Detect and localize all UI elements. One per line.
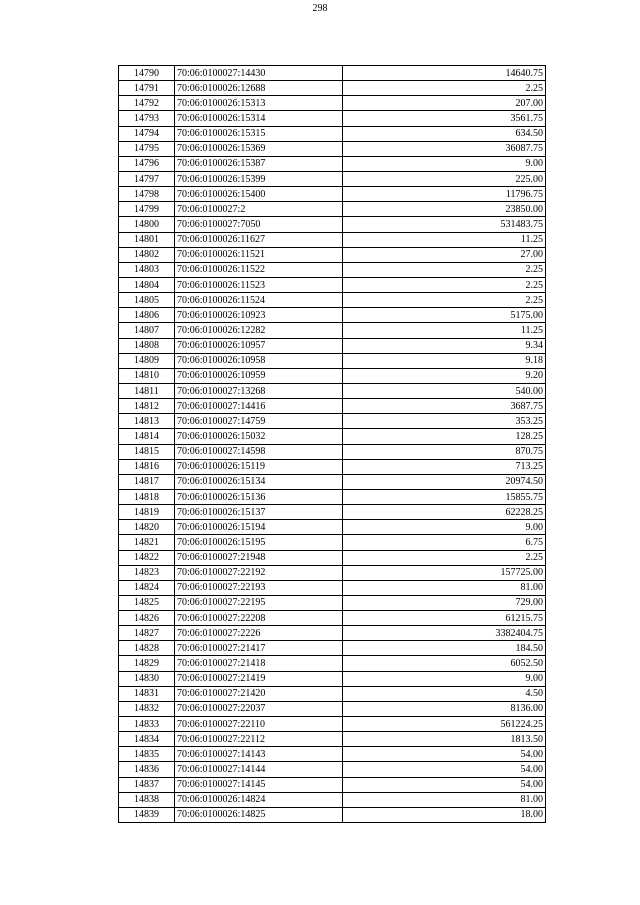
table-row (119, 626, 546, 641)
value-cell: 353.25 (343, 414, 546, 429)
value-cell: 9.20 (343, 368, 546, 383)
table-row (119, 171, 546, 186)
row-number-cell: 14828 (119, 641, 175, 656)
table-row (119, 141, 546, 156)
cadastral-number-cell: 70:06:0100026:14824 (175, 792, 343, 807)
value-cell: 11.25 (343, 232, 546, 247)
data-table (118, 65, 546, 823)
cadastral-number-cell: 70:06:0100026:11523 (175, 277, 343, 292)
value-cell: 729.00 (343, 595, 546, 610)
cadastral-number-cell: 70:06:0100027:14759 (175, 414, 343, 429)
row-number-cell: 14819 (119, 505, 175, 520)
value-cell: 9.00 (343, 671, 546, 686)
cadastral-number-cell: 70:06:0100026:10958 (175, 353, 343, 368)
table-row (119, 217, 546, 232)
row-number-cell: 14803 (119, 262, 175, 277)
cadastral-number-cell: 70:06:0100026:15314 (175, 111, 343, 126)
row-number-cell: 14811 (119, 383, 175, 398)
table-row (119, 732, 546, 747)
table-row (119, 641, 546, 656)
table-row (119, 414, 546, 429)
table-row (119, 717, 546, 732)
value-cell: 54.00 (343, 777, 546, 792)
table-row (119, 383, 546, 398)
table-row (119, 474, 546, 489)
row-number-cell: 14817 (119, 474, 175, 489)
row-number-cell: 14805 (119, 293, 175, 308)
table-row (119, 595, 546, 610)
row-number-cell: 14815 (119, 444, 175, 459)
table-row (119, 550, 546, 565)
value-cell: 9.34 (343, 338, 546, 353)
cadastral-number-cell: 70:06:0100026:15313 (175, 96, 343, 111)
cadastral-number-cell: 70:06:0100026:11524 (175, 293, 343, 308)
table-row (119, 247, 546, 262)
value-cell: 207.00 (343, 96, 546, 111)
row-number-cell: 14825 (119, 595, 175, 610)
row-number-cell: 14816 (119, 459, 175, 474)
table-row (119, 489, 546, 504)
value-cell: 2.25 (343, 277, 546, 292)
cadastral-number-cell: 70:06:0100027:22112 (175, 732, 343, 747)
cadastral-number-cell: 70:06:0100026:10957 (175, 338, 343, 353)
cadastral-number-cell: 70:06:0100026:15032 (175, 429, 343, 444)
table-row (119, 81, 546, 96)
value-cell: 3382404.75 (343, 626, 546, 641)
row-number-cell: 14797 (119, 171, 175, 186)
row-number-cell: 14806 (119, 308, 175, 323)
cadastral-number-cell: 70:06:0100027:22110 (175, 717, 343, 732)
table-row (119, 686, 546, 701)
value-cell: 18.00 (343, 807, 546, 822)
table-row (119, 792, 546, 807)
row-number-cell: 14824 (119, 580, 175, 595)
value-cell: 61215.75 (343, 611, 546, 626)
table-row (119, 156, 546, 171)
row-number-cell: 14793 (119, 111, 175, 126)
table-row (119, 505, 546, 520)
value-cell: 561224.25 (343, 717, 546, 732)
cadastral-number-cell: 70:06:0100027:14145 (175, 777, 343, 792)
cadastral-number-cell: 70:06:0100026:15137 (175, 505, 343, 520)
row-number-cell: 14808 (119, 338, 175, 353)
row-number-cell: 14834 (119, 732, 175, 747)
cadastral-number-cell: 70:06:0100027:2 (175, 202, 343, 217)
table-row (119, 96, 546, 111)
value-cell: 128.25 (343, 429, 546, 444)
row-number-cell: 14818 (119, 489, 175, 504)
value-cell: 62228.25 (343, 505, 546, 520)
cadastral-number-cell: 70:06:0100026:11521 (175, 247, 343, 262)
table-row (119, 232, 546, 247)
table-row (119, 535, 546, 550)
row-number-cell: 14801 (119, 232, 175, 247)
cadastral-number-cell: 70:06:0100027:22195 (175, 595, 343, 610)
value-cell: 9.00 (343, 156, 546, 171)
row-number-cell: 14796 (119, 156, 175, 171)
row-number-cell: 14822 (119, 550, 175, 565)
cadastral-number-cell: 70:06:0100027:21418 (175, 656, 343, 671)
row-number-cell: 14812 (119, 399, 175, 414)
table-row (119, 747, 546, 762)
row-number-cell: 14820 (119, 520, 175, 535)
page-number: 298 (312, 3, 328, 14)
table-row (119, 671, 546, 686)
table-row (119, 777, 546, 792)
table-row (119, 444, 546, 459)
cadastral-number-cell: 70:06:0100027:21948 (175, 550, 343, 565)
table-row (119, 126, 546, 141)
value-cell: 9.18 (343, 353, 546, 368)
row-number-cell: 14833 (119, 717, 175, 732)
cadastral-number-cell: 70:06:0100027:21419 (175, 671, 343, 686)
row-number-cell: 14831 (119, 686, 175, 701)
table-row (119, 353, 546, 368)
cadastral-number-cell: 70:06:0100027:14416 (175, 399, 343, 414)
value-cell: 3687.75 (343, 399, 546, 414)
value-cell: 54.00 (343, 762, 546, 777)
value-cell: 23850.00 (343, 202, 546, 217)
row-number-cell: 14837 (119, 777, 175, 792)
value-cell: 11796.75 (343, 187, 546, 202)
table-row (119, 520, 546, 535)
value-cell: 540.00 (343, 383, 546, 398)
value-cell: 54.00 (343, 747, 546, 762)
value-cell: 713.25 (343, 459, 546, 474)
cadastral-number-cell: 70:06:0100026:15400 (175, 187, 343, 202)
cadastral-number-cell: 70:06:0100027:2226 (175, 626, 343, 641)
value-cell: 870.75 (343, 444, 546, 459)
value-cell: 8136.00 (343, 701, 546, 716)
value-cell: 36087.75 (343, 141, 546, 156)
value-cell: 531483.75 (343, 217, 546, 232)
row-number-cell: 14814 (119, 429, 175, 444)
value-cell: 20974.50 (343, 474, 546, 489)
table-row (119, 187, 546, 202)
cadastral-number-cell: 70:06:0100026:15194 (175, 520, 343, 535)
cadastral-number-cell: 70:06:0100026:15134 (175, 474, 343, 489)
row-number-cell: 14804 (119, 277, 175, 292)
cadastral-number-cell: 70:06:0100026:15119 (175, 459, 343, 474)
cadastral-number-cell: 70:06:0100026:11522 (175, 262, 343, 277)
row-number-cell: 14802 (119, 247, 175, 262)
cadastral-number-cell: 70:06:0100027:22208 (175, 611, 343, 626)
row-number-cell: 14798 (119, 187, 175, 202)
cadastral-number-cell: 70:06:0100027:14143 (175, 747, 343, 762)
table-row (119, 277, 546, 292)
row-number-cell: 14829 (119, 656, 175, 671)
cadastral-number-cell: 70:06:0100027:14430 (175, 66, 343, 81)
row-number-cell: 14839 (119, 807, 175, 822)
row-number-cell: 14795 (119, 141, 175, 156)
cadastral-number-cell: 70:06:0100027:21417 (175, 641, 343, 656)
value-cell: 2.25 (343, 293, 546, 308)
row-number-cell: 14792 (119, 96, 175, 111)
value-cell: 2.25 (343, 262, 546, 277)
table-row (119, 323, 546, 338)
table-row (119, 202, 546, 217)
row-number-cell: 14836 (119, 762, 175, 777)
cadastral-number-cell: 70:06:0100026:15387 (175, 156, 343, 171)
table-row (119, 429, 546, 444)
table-row (119, 459, 546, 474)
cadastral-number-cell: 70:06:0100027:22037 (175, 701, 343, 716)
cadastral-number-cell: 70:06:0100027:14598 (175, 444, 343, 459)
value-cell: 6.75 (343, 535, 546, 550)
row-number-cell: 14835 (119, 747, 175, 762)
row-number-cell: 14809 (119, 353, 175, 368)
row-number-cell: 14807 (119, 323, 175, 338)
row-number-cell: 14823 (119, 565, 175, 580)
value-cell: 81.00 (343, 792, 546, 807)
cadastral-number-cell: 70:06:0100027:13268 (175, 383, 343, 398)
cadastral-number-cell: 70:06:0100027:22192 (175, 565, 343, 580)
row-number-cell: 14826 (119, 611, 175, 626)
cadastral-number-cell: 70:06:0100026:15136 (175, 489, 343, 504)
cadastral-number-cell: 70:06:0100026:15369 (175, 141, 343, 156)
value-cell: 81.00 (343, 580, 546, 595)
value-cell: 3561.75 (343, 111, 546, 126)
cadastral-number-cell: 70:06:0100026:12688 (175, 81, 343, 96)
value-cell: 5175.00 (343, 308, 546, 323)
table-row (119, 580, 546, 595)
cadastral-number-cell: 70:06:0100026:14825 (175, 807, 343, 822)
value-cell: 9.00 (343, 520, 546, 535)
value-cell: 184.50 (343, 641, 546, 656)
value-cell: 6052.50 (343, 656, 546, 671)
row-number-cell: 14799 (119, 202, 175, 217)
value-cell: 11.25 (343, 323, 546, 338)
cadastral-number-cell: 70:06:0100027:21420 (175, 686, 343, 701)
value-cell: 14640.75 (343, 66, 546, 81)
table-row (119, 701, 546, 716)
table-row (119, 308, 546, 323)
cadastral-number-cell: 70:06:0100026:15399 (175, 171, 343, 186)
table-row (119, 399, 546, 414)
cadastral-number-cell: 70:06:0100026:15195 (175, 535, 343, 550)
table-row (119, 338, 546, 353)
table-row (119, 293, 546, 308)
table-row (119, 762, 546, 777)
row-number-cell: 14810 (119, 368, 175, 383)
value-cell: 27.00 (343, 247, 546, 262)
cadastral-number-cell: 70:06:0100026:15315 (175, 126, 343, 141)
row-number-cell: 14830 (119, 671, 175, 686)
cadastral-number-cell: 70:06:0100027:14144 (175, 762, 343, 777)
cadastral-number-cell: 70:06:0100027:7050 (175, 217, 343, 232)
cadastral-number-cell: 70:06:0100026:11627 (175, 232, 343, 247)
value-cell: 634.50 (343, 126, 546, 141)
table-body (119, 66, 546, 823)
row-number-cell: 14827 (119, 626, 175, 641)
table-row (119, 262, 546, 277)
table-row (119, 565, 546, 580)
row-number-cell: 14813 (119, 414, 175, 429)
row-number-cell: 14791 (119, 81, 175, 96)
value-cell: 1813.50 (343, 732, 546, 747)
table-row (119, 66, 546, 81)
value-cell: 15855.75 (343, 489, 546, 504)
table-row (119, 807, 546, 822)
value-cell: 2.25 (343, 81, 546, 96)
value-cell: 4.50 (343, 686, 546, 701)
cadastral-number-cell: 70:06:0100026:12282 (175, 323, 343, 338)
value-cell: 225.00 (343, 171, 546, 186)
cadastral-number-cell: 70:06:0100026:10923 (175, 308, 343, 323)
value-cell: 2.25 (343, 550, 546, 565)
cadastral-number-cell: 70:06:0100027:22193 (175, 580, 343, 595)
row-number-cell: 14794 (119, 126, 175, 141)
table-row (119, 656, 546, 671)
row-number-cell: 14838 (119, 792, 175, 807)
row-number-cell: 14800 (119, 217, 175, 232)
row-number-cell: 14832 (119, 701, 175, 716)
row-number-cell: 14821 (119, 535, 175, 550)
value-cell: 157725.00 (343, 565, 546, 580)
cadastral-number-cell: 70:06:0100026:10959 (175, 368, 343, 383)
table-row (119, 368, 546, 383)
table-row (119, 611, 546, 626)
row-number-cell: 14790 (119, 66, 175, 81)
table-row (119, 111, 546, 126)
